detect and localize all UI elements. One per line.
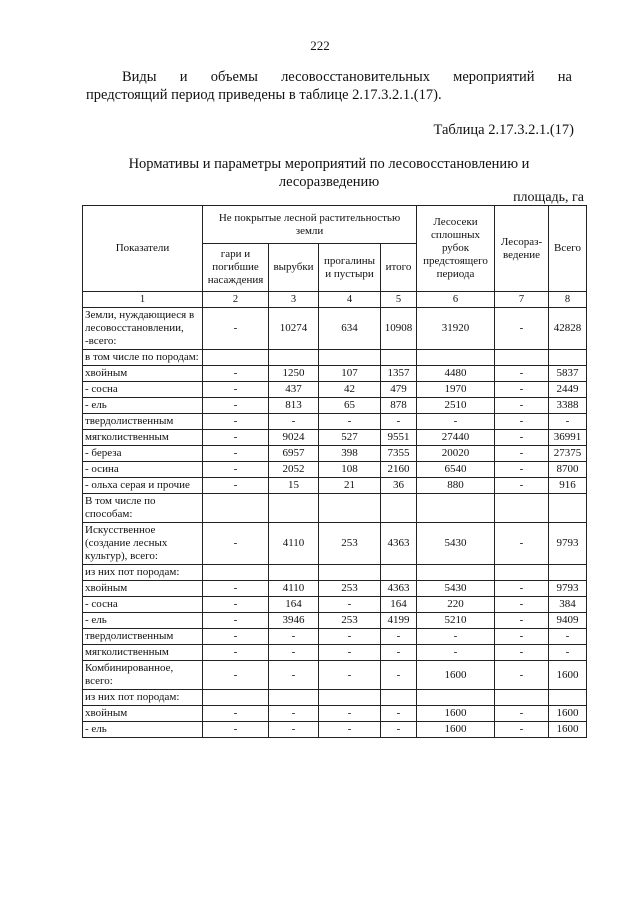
row-value: - [495,523,549,565]
row-value: - [549,629,587,645]
row-value: - [381,629,417,645]
row-value: 5430 [417,523,495,565]
row-value [203,565,269,581]
row-value: 253 [319,523,381,565]
row-value: - [495,414,549,430]
row-value: 1600 [417,722,495,738]
row-label: - ель [83,722,203,738]
intro-word: Виды [122,69,157,85]
row-value [269,350,319,366]
intro-word: лесовосстановительных [281,69,430,85]
row-value: - [203,722,269,738]
row-label: хвойным [83,581,203,597]
row-value: 7355 [381,446,417,462]
row-value: - [495,462,549,478]
row-value: - [381,706,417,722]
row-value: 20020 [417,446,495,462]
row-label: мягколиственным [83,430,203,446]
row-value [269,690,319,706]
intro-line-1 [86,68,572,86]
row-value [495,494,549,523]
row-value: 107 [319,366,381,382]
measures-table [82,205,587,738]
header-total-sub: итого [381,244,417,292]
intro-word: объемы [210,69,258,85]
row-value: 634 [319,308,381,350]
row-value: 479 [381,382,417,398]
header-afforestation: Лесораз-ведение [495,206,549,292]
row-value: - [203,645,269,661]
row-value: 398 [319,446,381,462]
table-row [83,430,587,446]
row-value: 4110 [269,523,319,565]
row-value: 1600 [549,706,587,722]
table-row [83,462,587,478]
row-value: - [203,462,269,478]
column-number: 8 [549,292,587,308]
table-row [83,661,587,690]
row-value: 1600 [549,661,587,690]
row-value: - [203,430,269,446]
row-value: 9409 [549,613,587,629]
row-value: 65 [319,398,381,414]
row-label: Искусственное (создание лесных культур), всего: [83,523,203,565]
row-value [381,565,417,581]
row-value: 5210 [417,613,495,629]
row-label: хвойным [83,366,203,382]
row-label: твердолиственным [83,414,203,430]
table-row [83,629,587,645]
row-label: Комбинированное, всего: [83,661,203,690]
intro-paragraph [86,68,572,104]
row-label: в том числе по породам: [83,350,203,366]
row-value [381,350,417,366]
row-value: - [319,645,381,661]
row-value [203,494,269,523]
table-row [83,478,587,494]
header-glades: прогалины и пустыри [319,244,381,292]
row-value [269,494,319,523]
row-value [549,350,587,366]
row-value: - [203,366,269,382]
row-value [549,494,587,523]
row-value: - [269,722,319,738]
row-value: - [203,446,269,462]
row-value [495,350,549,366]
row-value: - [417,629,495,645]
row-label: твердолиственным [83,629,203,645]
row-value: 10274 [269,308,319,350]
row-value: 253 [319,581,381,597]
row-value: 5837 [549,366,587,382]
row-value: 42828 [549,308,587,350]
row-value: 1600 [417,661,495,690]
row-value: 27375 [549,446,587,462]
column-number: 3 [269,292,319,308]
row-value: 5430 [417,581,495,597]
row-label: - сосна [83,382,203,398]
table-row [83,494,587,523]
row-value: 527 [319,430,381,446]
table-id: Таблица 2.17.3.2.1.(17) [433,122,574,138]
table-title-line-1: Нормативы и параметры мероприятий по лесовосстановлению и [128,156,530,172]
row-value [381,494,417,523]
row-value: - [203,706,269,722]
row-value [203,690,269,706]
row-value: - [269,661,319,690]
row-value: 4363 [381,523,417,565]
row-value: - [495,382,549,398]
row-value: - [495,706,549,722]
row-value: - [495,645,549,661]
row-value [319,690,381,706]
table-row [83,446,587,462]
row-value [549,565,587,581]
row-value: - [495,308,549,350]
row-value: 3388 [549,398,587,414]
row-value: - [381,661,417,690]
row-value: 1600 [549,722,587,738]
row-value: - [495,661,549,690]
row-value: - [203,613,269,629]
header-not-covered: Не покрытые лесной растительностью земли [203,206,417,244]
row-value: - [495,478,549,494]
table-row [83,581,587,597]
row-value: - [203,478,269,494]
row-value: - [495,581,549,597]
row-value [381,690,417,706]
row-label: из них пот породам: [83,690,203,706]
row-value [495,565,549,581]
row-value [417,350,495,366]
row-value: 10908 [381,308,417,350]
row-value: 4199 [381,613,417,629]
row-value: - [203,523,269,565]
row-value [549,690,587,706]
row-value: - [319,597,381,613]
table-row [83,382,587,398]
row-value: - [417,645,495,661]
row-value: 6540 [417,462,495,478]
table-title-line-2: лесоразведению [278,174,380,190]
row-value: 2160 [381,462,417,478]
table-row [83,366,587,382]
row-value: 220 [417,597,495,613]
row-value: - [319,722,381,738]
column-number: 7 [495,292,549,308]
table-row [83,597,587,613]
column-number: 5 [381,292,417,308]
row-value: 27440 [417,430,495,446]
intro-word: на [557,69,572,85]
table-row [83,613,587,629]
row-value: - [495,366,549,382]
row-value: 1970 [417,382,495,398]
row-value: - [203,629,269,645]
row-label: - ель [83,613,203,629]
row-value: 9793 [549,581,587,597]
page-number: 222 [310,38,330,53]
row-value: 3946 [269,613,319,629]
row-value [269,565,319,581]
table-row [83,398,587,414]
row-value: 42 [319,382,381,398]
table-title [86,155,572,191]
unit-label: площадь, га [513,190,584,205]
row-value: - [203,308,269,350]
intro-word: мероприятий [453,69,535,85]
table-row [83,690,587,706]
row-value: 31920 [417,308,495,350]
table-row [83,523,587,565]
row-value: - [203,414,269,430]
row-value: - [495,613,549,629]
row-value: - [495,398,549,414]
table-body [83,308,587,738]
row-value: - [319,629,381,645]
row-value: - [495,597,549,613]
table-row [83,308,587,350]
row-value: 1357 [381,366,417,382]
header-clearings: вырубки [269,244,319,292]
table-row [83,350,587,366]
row-label: мягколиственным [83,645,203,661]
row-value: - [381,414,417,430]
row-value: 4110 [269,581,319,597]
row-value: 4363 [381,581,417,597]
intro-word: и [179,69,188,85]
row-value: - [319,661,381,690]
row-value: 880 [417,478,495,494]
row-value: - [203,581,269,597]
row-value: 253 [319,613,381,629]
row-value: 21 [319,478,381,494]
row-value: - [203,398,269,414]
row-value: 15 [269,478,319,494]
row-value: - [269,645,319,661]
row-label: Земли, нуждающиеся в лесовосстановлении, -всего: [83,308,203,350]
row-value: 916 [549,478,587,494]
table-row [83,722,587,738]
row-label: - осина [83,462,203,478]
row-value: 878 [381,398,417,414]
row-value: 9793 [549,523,587,565]
row-value [417,565,495,581]
row-value: 36991 [549,430,587,446]
header-cuttings: Лесосеки сплошных рубок предстоящего периода [417,206,495,292]
row-value: - [417,414,495,430]
row-value: - [319,706,381,722]
intro-line-2: предстоящий период приведены в таблице 2.17.3.2.1.(17). [86,87,442,103]
row-value: 437 [269,382,319,398]
row-label: хвойным [83,706,203,722]
row-value: - [495,430,549,446]
column-number: 1 [83,292,203,308]
column-number-row [83,292,587,308]
row-value: - [495,629,549,645]
row-label: - ель [83,398,203,414]
row-value: 108 [319,462,381,478]
table-row [83,414,587,430]
column-number: 6 [417,292,495,308]
row-value [319,565,381,581]
row-value: - [319,414,381,430]
row-value: 6957 [269,446,319,462]
row-value: 1600 [417,706,495,722]
row-value: 813 [269,398,319,414]
row-label: - сосна [83,597,203,613]
row-value [417,494,495,523]
row-value: 2449 [549,382,587,398]
row-value: 4480 [417,366,495,382]
row-value [203,350,269,366]
header-total: Всего [549,206,587,292]
table-row [83,565,587,581]
row-value [319,350,381,366]
row-value: - [549,645,587,661]
row-value: 36 [381,478,417,494]
row-label: - береза [83,446,203,462]
row-value: - [203,382,269,398]
column-number: 4 [319,292,381,308]
column-number: 2 [203,292,269,308]
row-value: 9551 [381,430,417,446]
row-value [319,494,381,523]
row-value: - [203,597,269,613]
row-value: 164 [381,597,417,613]
row-value [495,690,549,706]
row-value: 8700 [549,462,587,478]
row-value: - [269,706,319,722]
row-value: 164 [269,597,319,613]
header-burned: гари и погибшие насаждения [203,244,269,292]
header-indicator: Показатели [83,206,203,292]
row-value: - [495,446,549,462]
row-value: 384 [549,597,587,613]
row-label: из них пот породам: [83,565,203,581]
row-value: - [269,629,319,645]
table-row [83,706,587,722]
row-value: - [203,661,269,690]
row-label: В том числе по способам: [83,494,203,523]
row-value: - [269,414,319,430]
row-label: - ольха серая и прочие [83,478,203,494]
row-value: - [381,722,417,738]
table-row [83,645,587,661]
row-value: - [381,645,417,661]
row-value [417,690,495,706]
row-value: - [549,414,587,430]
row-value: 9024 [269,430,319,446]
row-value: 2052 [269,462,319,478]
row-value: 1250 [269,366,319,382]
row-value: 2510 [417,398,495,414]
row-value: - [495,722,549,738]
